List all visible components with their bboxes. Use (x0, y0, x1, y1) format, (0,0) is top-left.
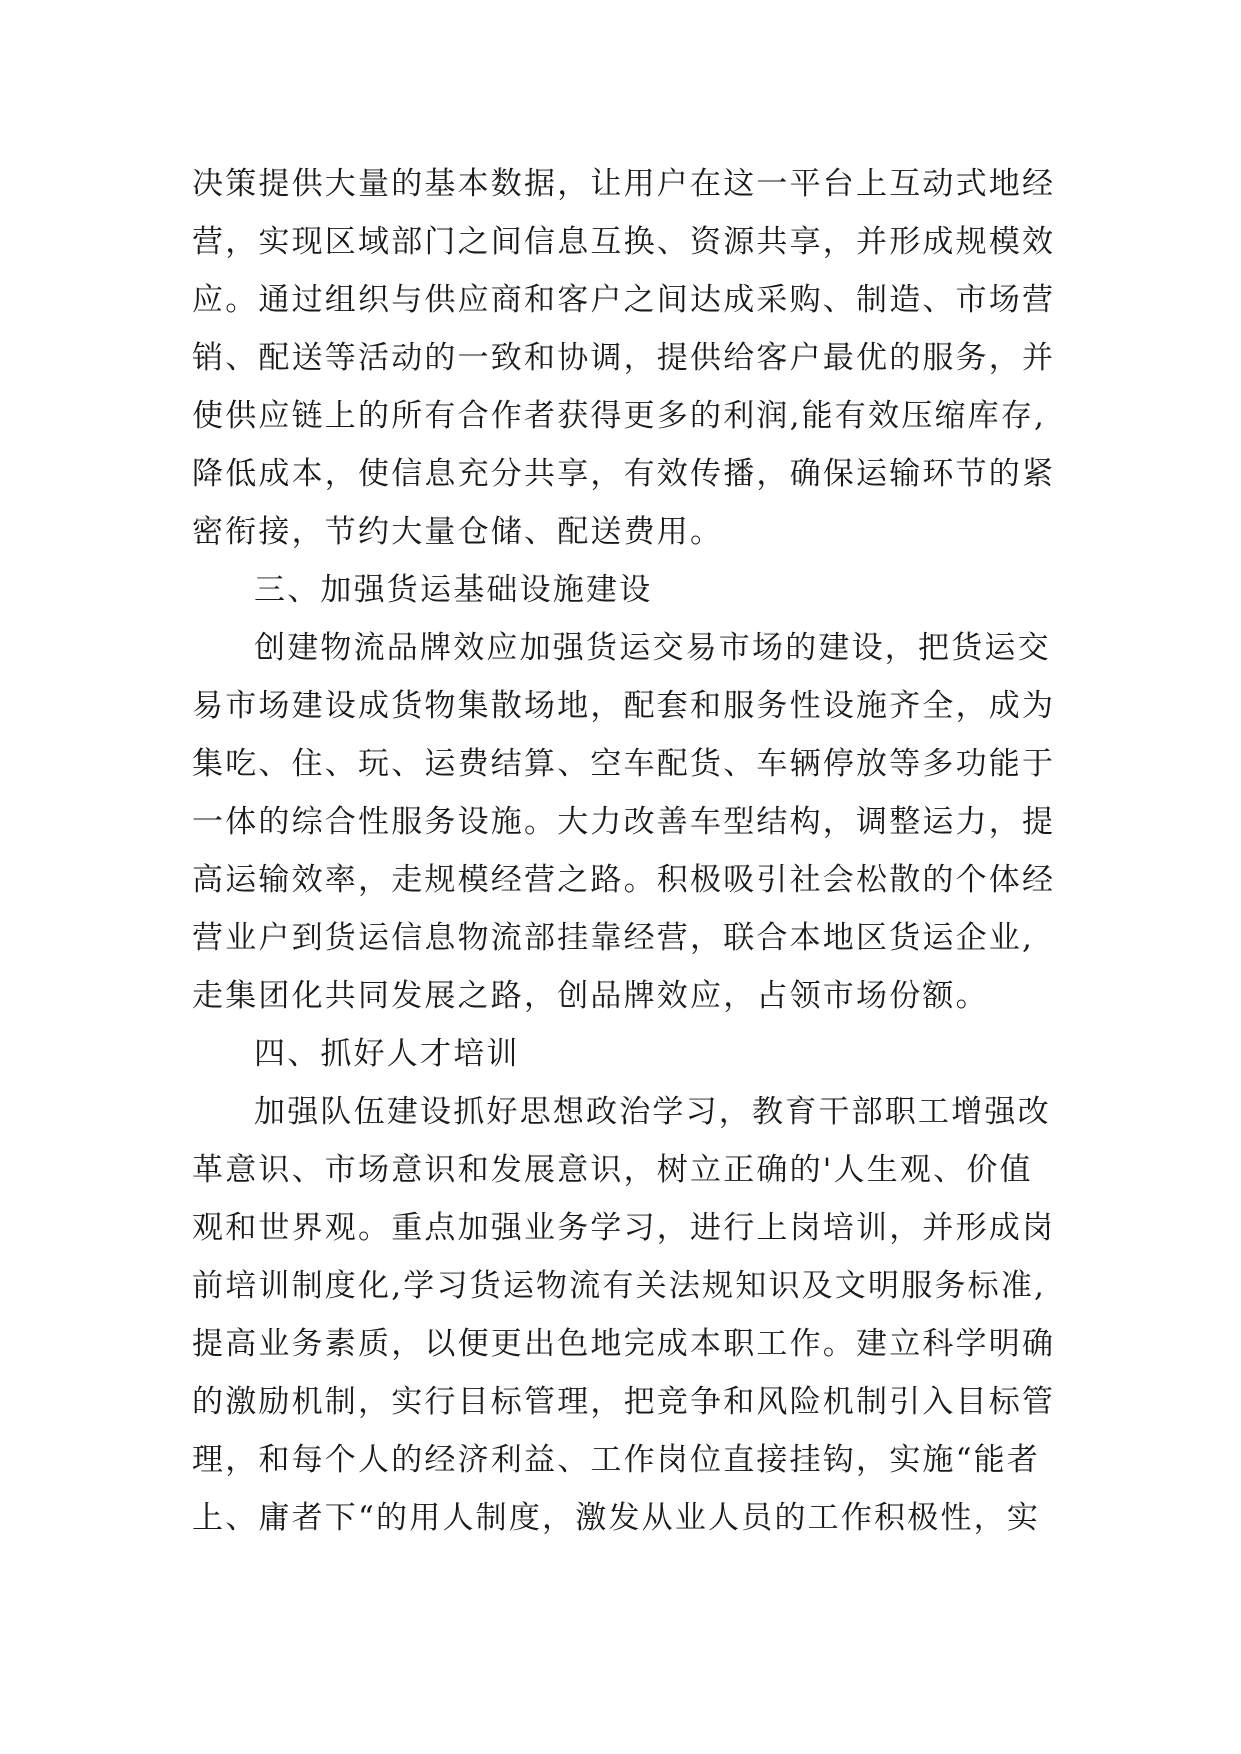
paragraph-line: 的激励机制，实行目标管理，把竞争和风险机制引入目标管 (192, 1384, 1056, 1420)
paragraph-line: 上、庸者下“的用人制度，激发从业人员的工作积极性，实 (192, 1500, 1041, 1536)
paragraph-line-indented: 四、抓好人才培训 (254, 1036, 520, 1072)
paragraph-line: 密衔接，节约大量仓储、配送费用。 (192, 514, 724, 550)
paragraph-line: 一体的综合性服务设施。大力改善车型结构，调整运力，提 (192, 804, 1056, 840)
paragraph-line: 应。通过组织与供应商和客户之间达成采购、制造、市场营 (192, 282, 1056, 318)
paragraph-line: 前培训制度化,学习货运物流有关法规知识及文明服务标准, (192, 1268, 1047, 1304)
paragraph-line: 营，实现区域部门之间信息互换、资源共享，并形成规模效 (192, 224, 1056, 260)
paragraph-line: 营业户到货运信息物流部挂靠经营，联合本地区货运企业, (192, 920, 1035, 956)
paragraph-line: 降低成本，使信息充分共享，有效传播，确保运输环节的紧 (192, 456, 1056, 492)
paragraph-line: 销、配送等活动的一致和协调，提供给客户最优的服务，并 (192, 340, 1056, 376)
paragraph-line-indented: 三、加强货运基础设施建设 (254, 572, 653, 608)
paragraph-line: 高运输效率，走规模经营之路。积极吸引社会松散的个体经 (192, 862, 1056, 898)
paragraph-line-indented: 创建物流品牌效应加强货运交易市场的建设，把货运交 (254, 630, 1051, 666)
paragraph-line: 集吃、住、玩、运费结算、空车配货、车辆停放等多功能于 (192, 746, 1056, 782)
paragraph-line: 革意识、市场意识和发展意识，树立正确的'人生观、价值 (192, 1152, 1033, 1188)
paragraph-line: 决策提供大量的基本数据，让用户在这一平台上互动式地经 (192, 166, 1056, 202)
paragraph-line: 观和世界观。重点加强业务学习，进行上岗培训，并形成岗 (192, 1210, 1056, 1246)
paragraph-line: 理，和每个人的经济利益、工作岗位直接挂钩，实施“能者 (192, 1442, 1041, 1478)
paragraph-line: 易市场建设成货物集散场地，配套和服务性设施齐全，成为 (192, 688, 1056, 724)
paragraph-line: 提高业务素质，以便更出色地完成本职工作。建立科学明确 (192, 1326, 1056, 1362)
paragraph-line: 走集团化共同发展之路，创品牌效应，占领市场份额。 (192, 978, 989, 1014)
document-body (192, 155, 1056, 1547)
paragraph-line: 使供应链上的所有合作者获得更多的利润,能有效压缩库存, (192, 398, 1047, 434)
paragraph-line-indented: 加强队伍建设抓好思想政治学习，教育干部职工增强改 (254, 1094, 1051, 1130)
